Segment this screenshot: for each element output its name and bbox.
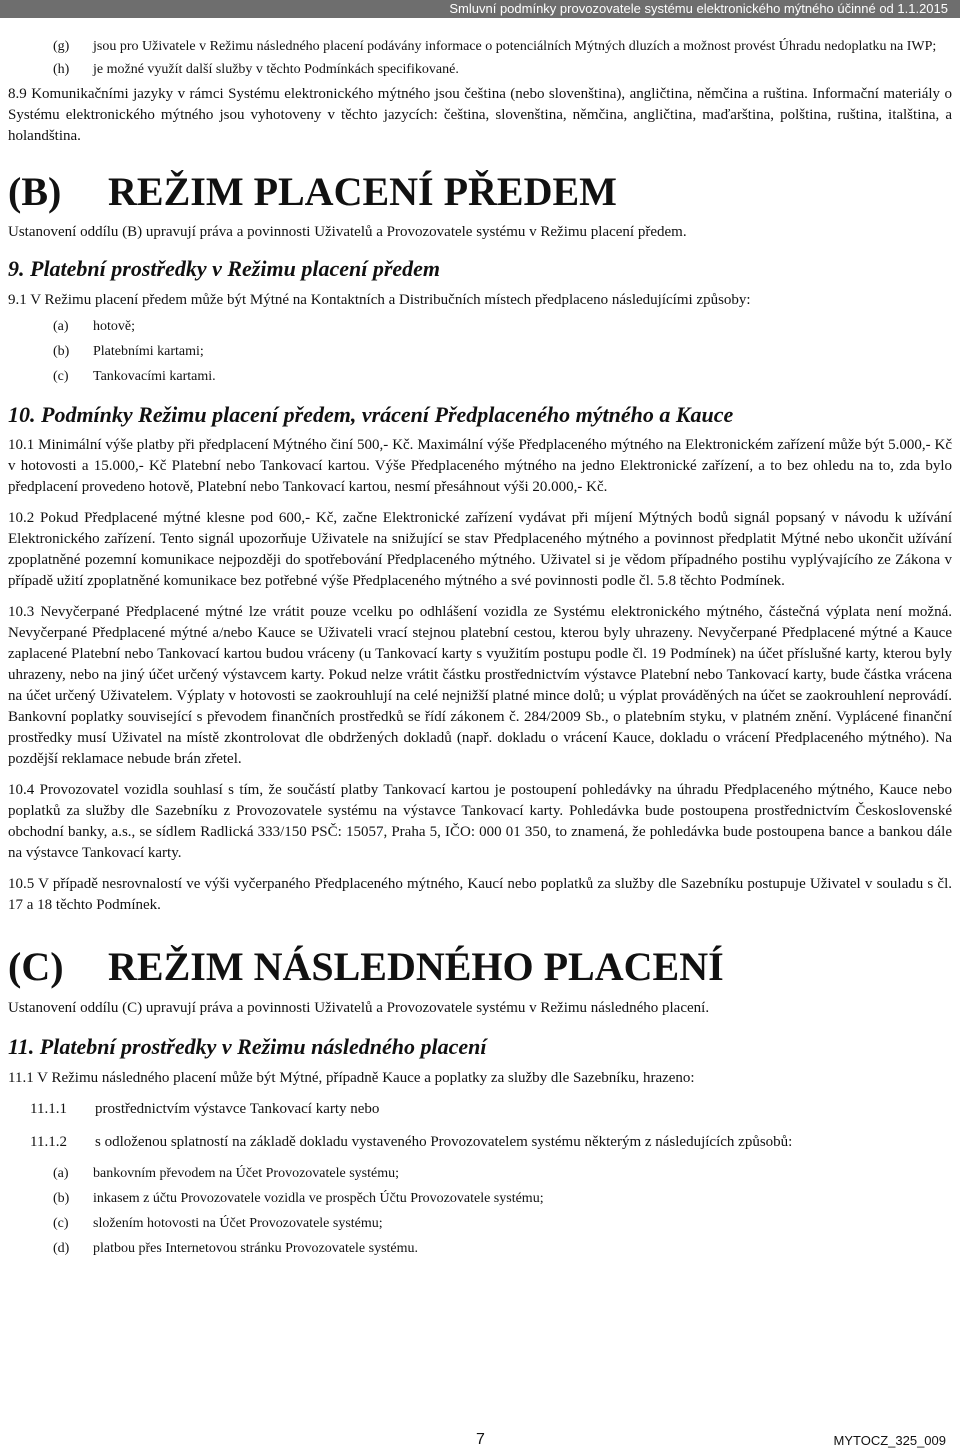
list-item-b [8, 341, 952, 362]
list-label: (a) [53, 1166, 69, 1181]
paragraph-10-4: 10.4 Provozovatel vozidla souhlasí s tím, že součástí platby Tankovací kartou je postoupení pohledávky na úhradu Předplaceného mýtného, Kauce nebo poplatků za služby dle Sazebníku z Provozovatele systému na výstavce Tankovací karty. Pohledávka bude postoupena prostřednictvím Československé obchodní banky, a.s., se sídlem Radlická 333/150 PSČ: 15057, Praha 5, IČO: 000 01 350, to znamená, že pohledávka bude postoupena bance a bankou dále na výstavce Tankovací karty. [8, 782, 952, 861]
list-item-b [8, 1188, 952, 1209]
page-footer [0, 1430, 960, 1450]
list-text: inkasem z účtu Provozovatele vozidla ve prospěch Účtu Provozovatele systému; [93, 1191, 544, 1206]
paragraph-10-2: 10.2 Pokud Předplacené mýtné klesne pod 600,- Kč, začne Elektronické zařízení vydávat při míjení Mýtných bodů signál popsaný v návodu k užívání Elektronického zařízení. Tento signál upozorňuje Uživatele na snižující se stav Předplaceného mýtného a povinnost předplatit Mýtné nebo ukončit užívání zpoplatněné pozemní komunikace nejpozději do spotřebování Předplaceného mýtného. Uživatel si je vědom případného postihu vyplývajícího ze Zákona v případě užití zpoplatněné komunikace bez potřebné výše Předplaceného mýtného a své povinnosti podle čl. 5.8 těchto Podmínek. [8, 510, 952, 589]
list-text: Platebními kartami; [93, 344, 204, 359]
paragraph-10-1: 10.1 Minimální výše platby při předplacení Mýtného činí 500,- Kč. Maximální výše Předplaceného mýtného na Elektronickém zařízení může být 5.000,- Kč v hotovosti a 15.000,- Kč Platební nebo Tankovací kartou. Výše Předplaceného mýtného na jedno Elektronické zařízení, a to bez ohledu na to, zda bylo předplacení provedeno hotově, Platební nebo Tankovací kartou, nesmí přesáhnout výši 20.000,- Kč. [8, 437, 952, 495]
subclause-label: 11.1.1 [30, 1101, 67, 1117]
list-text: hotově; [93, 319, 135, 334]
section-c-intro: Ustanovení oddílu (C) upravují práva a povinnosti Uživatelů a Provozovatele systému v Režimu následného placení. [8, 1000, 710, 1016]
section-b-intro: Ustanovení oddílu (B) upravují práva a povinnosti Uživatelů a Provozovatele systému v Režimu placení předem. [8, 224, 687, 240]
list-item-g [8, 36, 952, 57]
page-number: 7 [476, 1431, 485, 1448]
list-label: (c) [53, 1216, 69, 1231]
section-b-heading [8, 169, 952, 215]
list-item-c [8, 1213, 952, 1234]
list-label: (b) [53, 344, 70, 359]
list-label: (b) [53, 1191, 70, 1206]
section-title: REŽIM NÁSLEDNÉHO PLACENÍ [108, 944, 724, 989]
list-item-d [8, 1238, 952, 1259]
subclause-label: 11.1.2 [30, 1134, 67, 1150]
list-label: (d) [53, 1241, 70, 1256]
heading-10: 10. Podmínky Režimu placení předem, vrácení Předplaceného mýtného a Kauce [8, 402, 734, 427]
list-label: (c) [53, 369, 69, 384]
list-text: Tankovacími kartami. [93, 369, 216, 384]
running-header: Smluvní podmínky provozovatele systému elektronického mýtného účinné od 1.1.2015 [0, 0, 960, 18]
list-text: platbou přes Internetovou stránku Provozovatele systému. [93, 1241, 419, 1256]
list-label: (g) [53, 39, 70, 54]
list-item-a [8, 1163, 952, 1184]
document-body [8, 36, 952, 1259]
list-label: (a) [53, 319, 69, 334]
list-item-h [8, 59, 952, 80]
list-text: složením hotovosti na Účet Provozovatele systému; [93, 1216, 383, 1231]
subclause-11-1-2 [8, 1132, 952, 1153]
section-label: (B) [8, 169, 62, 214]
heading-9: 9. Platební prostředky v Režimu placení předem [8, 256, 441, 281]
subclause-text: s odloženou splatností na základě dokladu vystaveného Provozovatelem systému některým z následujících způsobů: [95, 1134, 793, 1150]
list-text: bankovním převodem na Účet Provozovatele systému; [93, 1166, 399, 1181]
subclause-11-1-1 [8, 1099, 952, 1120]
list-item-a [8, 316, 952, 337]
list-text: je možné využít další služby v těchto Podmínkách specifikované. [93, 62, 459, 77]
list-text: jsou pro Uživatele v Režimu následného placení podávány informace o potenciálních Mýtných dluzích a možnost provést Úhradu nedoplatku na IWP; [93, 39, 937, 54]
section-c-heading [8, 944, 952, 990]
paragraph-10-3: 10.3 Nevyčerpané Předplacené mýtné lze vrátit pouze vcelku po odhlášení vozidla ze Systému elektronického mýtného, částečná výplata není možná. Nevyčerpané Předplacené mýtné a/nebo Kauce se Uživateli vrací stejnou platební cestou, kterou byly uhrazeny. Nevyčerpané Předplacené mýtné a Kauce zaplacené Platební nebo Tankovací kartou budou vráceny (u Tankovací karty s využitím postupu podle čl. 19 Podmínek) na účet příslušné karty, kterou byly uhrazeny, nebo na jiný účet určený výstavcem karty. Pokud nelze vrátit částku prostřednictvím výstavce Platební nebo Tankovací karty, bude částka vrácena na účet určený Uživatelem. Výplaty v hotovosti se zaokrouhlují na celé nejnižší platné mince dolů; u výplat prováděných na účet se zaokrouhlení neprovádí. Bankovní poplatky související s převodem finančních prostředků se řídí zákonem č. 284/2009 Sb., o platebním styku, v platném znění. Vyplácené finanční prostředky musí Uživatel na místě zkontrolovat dle obdržených dokladů (např. dokladu o vrácení Kauce, dokladu o vrácení Předplaceného mýtného). Na pozdější reklamace nebude brán zřetel. [8, 604, 952, 767]
paragraph-8-9: 8.9 Komunikačními jazyky v rámci Systému elektronického mýtného jsou čeština (nebo slovenština), angličtina, němčina a ruština. Informační materiály o Systému elektronického mýtného jsou vyhotoveny v těchto jazycích: čeština, slovenština, němčina, angličtina, maďarština, polština, ruština, italština, a holandština. [8, 86, 952, 144]
list-item-c [8, 366, 952, 387]
paragraph-9-1: 9.1 V Režimu placení předem může být Mýtné na Kontaktních a Distribučních místech předplaceno následujícími způsoby: [8, 292, 751, 308]
section-label: (C) [8, 944, 64, 989]
heading-11: 11. Platební prostředky v Režimu následného placení [8, 1034, 487, 1059]
list-label: (h) [53, 62, 70, 77]
paragraph-11-1: 11.1 V Režimu následného placení může být Mýtné, případně Kauce a poplatky za služby dle Sazebníku, hrazeno: [8, 1070, 695, 1086]
document-code: MYTOCZ_325_009 [833, 1433, 946, 1448]
paragraph-10-5: 10.5 V případě nesrovnalostí ve výši vyčerpaného Předplaceného mýtného, Kaucí nebo poplatků za služby dle Sazebníku postupuje Uživatel v souladu s čl. 17 a 18 těchto Podmínek. [8, 876, 952, 913]
subclause-text: prostřednictvím výstavce Tankovací karty nebo [95, 1101, 380, 1117]
section-title: REŽIM PLACENÍ PŘEDEM [108, 169, 617, 214]
